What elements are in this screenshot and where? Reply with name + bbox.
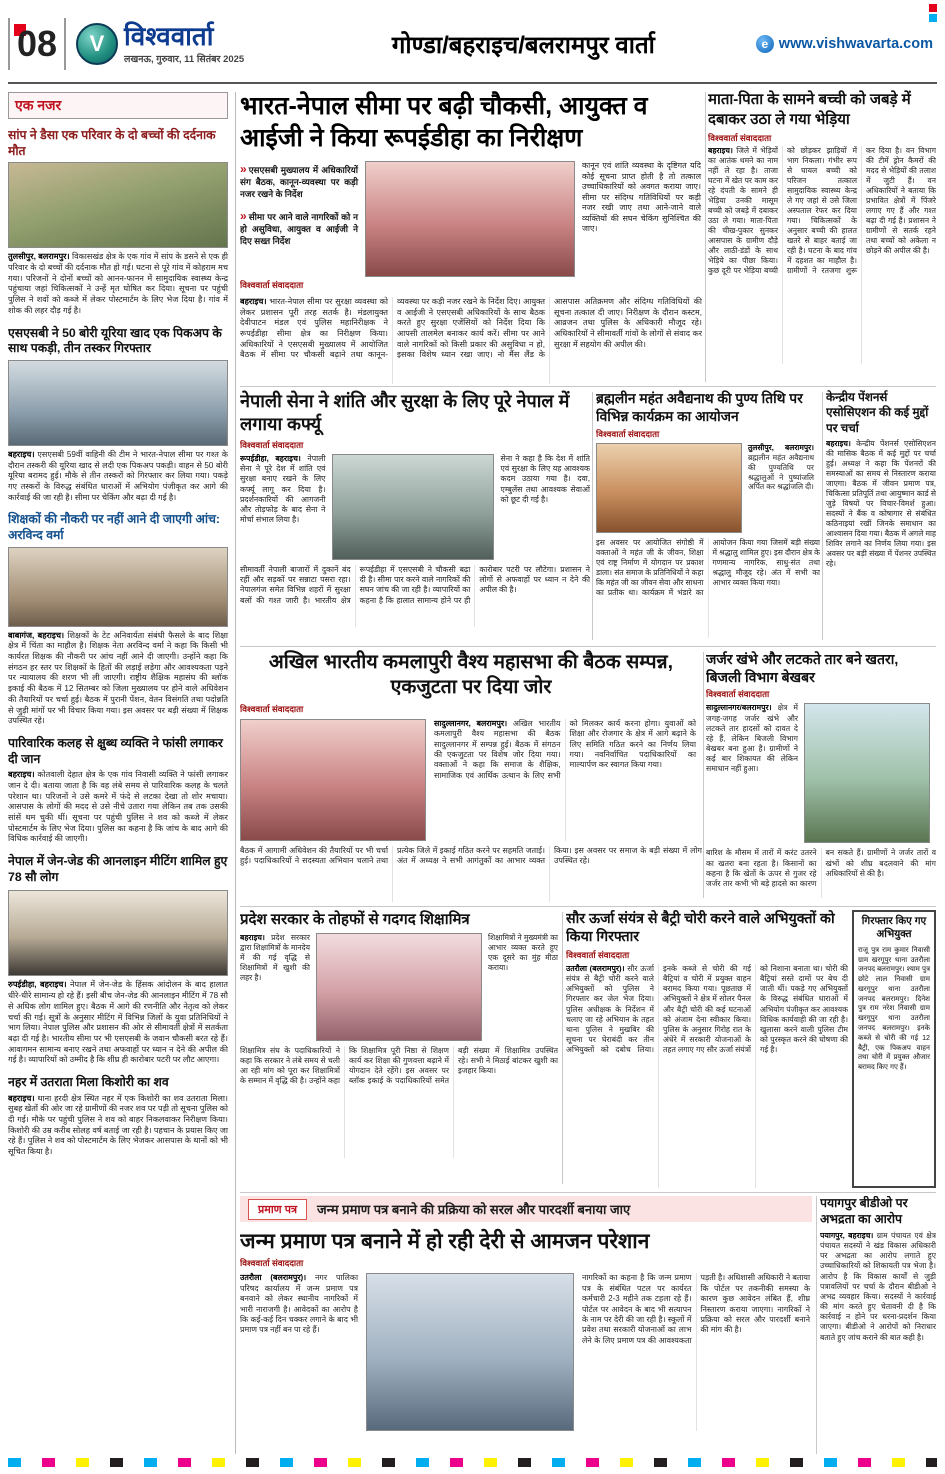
body-text: ब्रह्मलीन महंत अवैद्यनाथ की पुण्यतिथि पर श्रद्धालुओं ने पुष्पांजलि अर्पित कर श्रद्धांजलि दी। bbox=[748, 452, 814, 492]
vaishya-article-body: बैठक में आगामी अधिवेशन की तैयारियों पर भी चर्चा हुई। पदाधिकारियों ने सदस्यता अभियान चलाने तथा प्रत्येक जिले में इकाई गठित करने पर सहमति जताई। अंत में अध्यक्ष ने सभी आगंतुकों का आभार व्यक्त किया। इस अवसर पर समाज के बड़ी संख्या में लोग उपस्थित रहे। bbox=[240, 845, 702, 866]
body-text: ग्राम पंचायत एवं क्षेत्र पंचायत सदस्यों ने खंड विकास अधिकारी पर अभद्रता का आरोप लगाते हुए उच्चाधिकारियों को शिकायती पत्र भेजा है। आरोप है कि विकास कार्यों से जुड़ी पत्रावलियों पर चर्चा के दौरान बीडीओ ने अभद्र व्यवहार किया। सदस्यों ने कार्रवाई की मांग करते हुए चेतावनी दी है कि कार्रवाई न होने पर धरना-प्रदर्शन किया जाएगा। बीडीओ ने आरोपों को निराधार बताते हुए जांच कराने की बात कही है। bbox=[820, 1230, 936, 1342]
arrested-accused-box bbox=[852, 910, 936, 1188]
dateline: बहराइच। bbox=[240, 932, 265, 942]
brief-body: थाना हरदी क्षेत्र स्थित नहर में एक किशोरी का शव उतराता मिला। सुबह खेतों की ओर जा रहे ग्रामीणों की नजर शव पर पड़ी तो सूचना पुलिस को दी गई। मौके पर पहुंची पुलिस ने शव को बाहर निकलवाकर निरीक्षण किया। किशोरी की उम्र करीब सोलह वर्ष बताई जा रही है। पहचान के प्रयास किए जा रहे हैं। पुलिस ने शव को पोस्टमार्टम के लिए भेजकर आसपास के थानों को भी सूचित किया है। bbox=[8, 1093, 228, 1156]
logo-icon: V bbox=[76, 23, 118, 65]
main-headline: भारत-नेपाल सीमा पर बढ़ी चौकसी, आयुक्त व आईजी ने किया रूपईडीहा का निरीक्षण bbox=[240, 92, 648, 152]
brief-headline: नहर में उतराता मिला किशोरी का शव bbox=[8, 1074, 169, 1089]
brief-headline: पारिवारिक कलह से क्षुब्ध व्यक्ति ने फांसी लगाकर दी जान bbox=[8, 735, 223, 766]
shiksha-headline: प्रदेश सरकार के तोहफों से गदगद शिक्षामित्र bbox=[240, 911, 470, 928]
vaishya-meeting-photo bbox=[240, 719, 426, 841]
wolf-article bbox=[708, 90, 936, 384]
mahant-side-text bbox=[748, 443, 814, 533]
byline: विश्ववार्ता संवाददाता bbox=[706, 689, 770, 700]
mahant-headline: ब्रह्मलीन महंत अवैद्यनाथ की पुण्य तिथि पर विभिन्न कार्यक्रम का आयोजन bbox=[596, 391, 803, 424]
section-rule bbox=[240, 1192, 936, 1193]
byline: विश्ववार्ता संवाददाता bbox=[708, 132, 772, 143]
brief-canal-body bbox=[8, 1075, 228, 1158]
vaishya-mahasabha-article bbox=[240, 650, 702, 902]
dateline: बहराइच। bbox=[240, 297, 267, 306]
body-text: नगर पालिका परिषद कार्यालय में जन्म प्रमाण पत्र बनवाने को लेकर स्थानीय नागरिकों में भारी नाराजगी है। आवेदकों का आरोप है कि कई-कई दिन चक्कर लगाने के बाद भी प्रमाण पत्र नहीं बन पा रहे हैं। bbox=[240, 1273, 358, 1335]
arrest-box-body: राजू पुत्र राम कुमार निवासी ग्राम खरगूपुर थाना उतरौला जनपद बलरामपुर। श्याम पुत्र छोटे लाल निवासी ग्राम खरगूपुर थाना उतरौला जनपद बलरामपुर। दिनेश पुत्र राम नरेश निवासी ग्राम खरगूपुर थाना उतरौला जनपद बलरामपुर। इनके कब्जे से चोरी की गई 12 बैट्री, एक पिकअप वाहन तथा चोरी में प्रयुक्त औजार बरामद किए गए हैं। bbox=[858, 945, 930, 1072]
edition-dateline: लखनऊ, गुरुवार, 11 सितंबर 2025 bbox=[124, 54, 245, 66]
main-article-body bbox=[240, 297, 702, 384]
solar-theft-article bbox=[566, 910, 848, 1188]
main-article bbox=[240, 90, 702, 384]
mahant-article bbox=[596, 390, 820, 642]
mahant-article-body: इस अवसर पर आयोजित संगोष्ठी में वक्ताओं ने महंत जी के जीवन, शिक्षा एवं राष्ट्र निर्माण में योगदान पर प्रकाश डाला। संत समाज के प्रतिनिधियों ने कहा कि महंत जी का जीवन सेवा और साधना का प्रतीक था। कार्यक्रम में भंडारे का आयोजन किया गया जिसमें बड़ी संख्या में श्रद्धालु शामिल हुए। इस दौरान क्षेत्र के गणमान्य नागरिक, साधु-संत तथा श्रद्धालु मौजूद रहे। अंत में सभी का आभार व्यक्त किया गया। bbox=[596, 537, 820, 597]
birth-article-body: नागरिकों का कहना है कि जन्म प्रमाण पत्र के संबंधित पटल पर कार्यरत कर्मचारी 2-3 महीने तक टहला रहे हैं। पोर्टल पर आवेदन के बाद भी सत्यापन के नाम पर देरी की जा रही है। स्कूलों में प्रवेश तथा सरकारी योजनाओं का लाभ लेने के लिए प्रमाण पत्र की आवश्यकता पड़ती है। अधिशासी अधिकारी ने बताया कि पोर्टल पर तकनीकी समस्या के कारण कुछ आवेदन लंबित हैं, शीघ्र निस्तारण कराया जाएगा। नागरिकों ने प्रक्रिया को सरल और पारदर्शी बनाने की मांग की है। bbox=[582, 1273, 810, 1345]
one-look-column bbox=[8, 92, 236, 1454]
solar-headline: सौर ऊर्जा संयंत्र से बैट्री चोरी करने वाले अभियुक्तों को किया गिरफ्तार bbox=[566, 911, 835, 946]
brief-headline: नेपाल में जेन-जेड की आनलाइन मीटिंग शामिल हुए 78 सौ लोग bbox=[8, 854, 228, 884]
pension-headline: केन्द्रीय पेंशनर्स एसोसिएशन की कई मुद्दों पर चर्चा bbox=[826, 390, 929, 435]
body-text: प्रदेश सरकार द्वारा शिक्षामित्रों के मानदेय में की गई वृद्धि से शिक्षामित्रों में खुशी की लहर है। bbox=[240, 932, 310, 982]
arrest-box-title: गिरफ्तार किए गए अभियुक्त bbox=[861, 916, 927, 940]
dateline: तुलसीपुर, बलरामपुर। bbox=[748, 442, 814, 452]
brief-snake-death bbox=[8, 128, 228, 317]
dateline: सादुल्लानगर/बलरामपुर। bbox=[706, 703, 772, 713]
byline: विश्ववार्ता संवाददाता bbox=[240, 280, 304, 290]
payagpur-article-body bbox=[820, 1231, 936, 1441]
section-rule bbox=[240, 906, 936, 907]
body-text: सौर ऊर्जा संयंत्र से बैट्री चोरी करने वाले अभियुक्तों को पुलिस ने गिरफ्तार कर जेल भेज दिया। पुलिस अधीक्षक के निर्देशन में चलाए जा रहे अभियान के तहत थाना पुलिस ने मुखबिर की सूचना पर घेराबंदी कर तीन अभियुक्तों को दबोच लिया। इनके कब्जे से चोरी की गई बैट्रियां व चोरी में प्रयुक्त वाहन बरामद किया गया। पूछताछ में अभियुक्तों ने क्षेत्र में सोलर पैनल और बैट्री चोरी की कई घटनाओं को अंजाम देना स्वीकार किया। पुलिस के अनुसार गिरोह रात के अंधेरे में सरकारी योजनाओं के तहत लगाए गए सौर ऊर्जा संयंत्रों को निशाना बनाता था। चोरी की बैट्रियां सस्ते दामों पर बेच दी जाती थीं। पकड़े गए अभियुक्तों के विरुद्ध संबंधित धाराओं में अभियोग पंजीकृत कर आवश्यक विधिक कार्यवाही की जा रही है। खुलासा करने वाली पुलिस टीम को पुरस्कृत करने की घोषणा की गई है। bbox=[566, 963, 848, 1055]
bullet-icon: » bbox=[240, 162, 247, 176]
certificate-badge: प्रमाण पत्र bbox=[248, 1199, 307, 1220]
nepal-column-b: सेना ने कहा है कि देश में शांति एवं सुरक्षा के लिए यह आवश्यक कदम उठाया गया है। दवा, एम्बुलेंस तथा आवश्यक सेवाओं को छूट दी गई है। bbox=[500, 453, 590, 504]
nepal-street-photo bbox=[332, 454, 493, 560]
wolf-headline: माता-पिता के सामने बच्ची को जबड़े में दबाकर उठा ले गया भेड़िया bbox=[708, 91, 911, 128]
website bbox=[756, 35, 933, 53]
electric-pole-photo bbox=[804, 703, 930, 843]
print-registration-bar bbox=[8, 1458, 937, 1467]
brief-headline: सांप ने डैसा एक परिवार के दो बच्चों की दर्दनाक मौत bbox=[8, 128, 216, 158]
birth-lead bbox=[240, 1273, 358, 1431]
byline: विश्ववार्ता संवाददाता bbox=[566, 949, 630, 960]
electricity-article bbox=[706, 650, 936, 902]
dateline: बहराइच। bbox=[826, 438, 851, 448]
pensioners-article bbox=[826, 390, 936, 642]
dateline: रुपईडीहा, बहराइच। bbox=[8, 980, 67, 990]
pension-article-body bbox=[826, 439, 936, 639]
brief-headline: शिक्षकों की नौकरी पर नहीं आने दी जाएगी आंच: अरविन्द वर्मा bbox=[8, 512, 220, 543]
body-text: क्षेत्र में जगह-जगह जर्जर खंभे और लटकते तार हादसों को दावत दे रहे हैं, लेकिन बिजली विभाग बेखबर बना हुआ है। ग्रामीणों ने कई बार शिकायत की लेकिन समाधान नहीं हुआ। bbox=[706, 703, 798, 774]
section-rule bbox=[240, 646, 936, 647]
page-section-title: गोण्डा/बहराइच/बलरामपुर वार्ता bbox=[391, 31, 655, 59]
electric-headline: जर्जर खंभे और लटकते तार बने खतरा, बिजली विभाग बेखबर bbox=[706, 651, 899, 686]
wolf-article-body bbox=[708, 146, 936, 364]
birth-headline: जन्म प्रमाण पत्र बनाने में हो रही देरी से आमजन परेशान bbox=[240, 1230, 650, 1253]
electric-lead bbox=[706, 703, 798, 843]
masthead-title: विश्ववार्ता bbox=[124, 20, 214, 51]
column-rule bbox=[562, 912, 563, 1184]
payagpur-headline: पयागपुर बीडीओ पर अभद्रता का आरोप bbox=[820, 1196, 908, 1226]
dateline: सादुल्लानगर, बलरामपुर। bbox=[434, 718, 508, 728]
electric-article-body: बारिश के मौसम में तारों में करंट उतरने का खतरा बना रहता है। किसानों का कहना है कि खेतों के ऊपर से गुजर रहे जर्जर तार कभी भी बड़े हादसे का कारण बन सकते हैं। ग्रामीणों ने जर्जर तारों व खंभों को शीघ्र बदलवाने की मांग अधिकारियों से की है। bbox=[706, 848, 936, 888]
masthead-logo bbox=[76, 20, 291, 66]
page-number: 08 bbox=[8, 18, 66, 70]
nepal-headline: नेपाली सेना ने शांति और सुरक्षा के लिए पूरे नेपाल में लगाया कर्फ्यू bbox=[240, 391, 570, 435]
body-text: केन्द्रीय पेंशनर्स एसोसिएशन की मासिक बैठक में कई मुद्दों पर चर्चा हुई। अध्यक्ष ने कहा कि पेंशनरों की समस्याओं का समय से निस्तारण कराया जाएगा। बैठक में जीवन प्रमाण पत्र, चिकित्सा प्रतिपूर्ति तथा आयुष्मान कार्ड से जुड़े विषयों पर विचार-विमर्श हुआ। सदस्यों ने बैंक व कोषागार से संबंधित कठिनाइयां रखीं जिनके समाधान का आश्वासन दिया गया। बैठक में अगले माह शिविर लगाने का निर्णय लिया गया। इस अवसर पर बड़ी संख्या में पेंशनर उपस्थित रहे। bbox=[826, 438, 936, 569]
certificate-strip-text: जन्म प्रमाण पत्र बनाने की प्रक्रिया को सरल और पारदर्शी बनाया जाए bbox=[317, 1202, 631, 1217]
vaishya-headline: अखिल भारतीय कमलापुरी वैश्य महासभा की बैठक सम्पन्न, एकजुटता पर दिया जोर bbox=[268, 651, 674, 699]
brief-body: एसएसबी 59वीं वाहिनी की टीम ने भारत-नेपाल सीमा पर गश्त के दौरान तस्करी की यूरिया खाद से लदी एक पिकअप पकड़ी। वाहन से 50 बोरी यूरिया बरामद हुई। मौके से तीन तस्करों को गिरफ्तार कर लिया गया। पकड़े गए तस्करों के विरुद्ध संबंधित धाराओं में अभियोग पंजीकृत कर आगे की कार्रवाई की जा रही है। सीमा पर चेकिंग और बढ़ा दी गई है। bbox=[8, 449, 228, 502]
subhead-text: एसएसबी मुख्यालय में अधिकारियों संग बैठक, कानून-व्यवस्था पर कड़ी नजर रखने के निर्देश bbox=[240, 165, 358, 200]
column-rule bbox=[703, 652, 704, 898]
shikshamitra-article bbox=[240, 910, 558, 1188]
mahant-gathering-photo bbox=[596, 443, 742, 533]
vaishya-side-text bbox=[434, 719, 696, 841]
column-rule bbox=[592, 392, 593, 640]
brief-body: विकासखंड क्षेत्र के एक गांव में सांप के डसने से एक ही परिवार के दो बच्चों की दर्दनाक मौत हो गई। घटना से पूरे गांव में कोहराम मच गया। परिजनों ने दोनों बच्चों को आनन-फानन में सामुदायिक स्वास्थ्य केन्द्र पहुंचाया जहां चिकित्सकों ने उन्हें मृत घोषित कर दिया। सूचना पर पहुंची पुलिस ने शवों को कब्जे में लेकर पोस्टमार्टम के लिए भेज दिया है। गांव में शोक की लहर दौड़ गई है। bbox=[8, 252, 229, 315]
bullet-icon: » bbox=[240, 208, 247, 223]
dateline: रूपईडीहा, बहराइच। bbox=[240, 453, 301, 463]
nepal-column-a bbox=[240, 454, 325, 560]
main-article-photo bbox=[365, 161, 575, 277]
shiksha-award-photo bbox=[316, 933, 482, 1041]
brief-genz-meeting bbox=[8, 854, 228, 1066]
shiksha-article-body: शिक्षामित्र संघ के पदाधिकारियों ने कहा कि सरकार ने लंबे समय से चली आ रही मांग को पूरा कर शिक्षामित्रों के सम्मान में वृद्धि की है। उन्होंने कहा कि शिक्षामित्र पूरी निष्ठा से शिक्षण कार्य कर शिक्षा की गुणवत्ता बढ़ाने में योगदान देते रहेंगे। इस अवसर पर ब्लॉक इकाई के पदाधिकारियों समेत बड़ी संख्या में शिक्षामित्र उपस्थित रहे। सभी ने मिठाई बांटकर खुशी का इजहार किया। bbox=[240, 1045, 558, 1085]
brief-teachers-photo bbox=[8, 547, 228, 627]
dateline: बहराइच। bbox=[8, 449, 35, 459]
brief-suicide bbox=[8, 736, 228, 845]
dateline: बाबागंज, बहराइच। bbox=[8, 630, 65, 640]
page-header bbox=[8, 6, 937, 84]
section-rule bbox=[240, 386, 936, 387]
byline: विश्ववार्ता संवाददाता bbox=[240, 1258, 304, 1269]
shiksha-side: शिक्षामित्रों ने मुख्यमंत्री का आभार व्यक्त करते हुए एक दूसरे का मुंह मीठा कराया। bbox=[488, 932, 558, 972]
dateline: उतरौला (बलरामपुर)। bbox=[240, 1273, 307, 1283]
column-rule bbox=[822, 392, 823, 640]
globe-icon: e bbox=[756, 35, 774, 53]
brief-portrait-photo bbox=[8, 890, 228, 976]
dateline: बहराइच। bbox=[708, 145, 733, 155]
brief-headline: एसएसबी ने 50 बोरी यूरिया खाद एक पिकअप के साथ पकड़ी, तीन तस्कर गिरफ्तार bbox=[8, 325, 222, 356]
dateline: तुलसीपुर, बलरामपुर। bbox=[8, 252, 70, 262]
body-text: नेपाली सेना ने पूरे देश में शांति एवं सुरक्षा बनाए रखने के लिए कर्फ्यू लागू कर दिया है। प्रदर्शनकारियों की आगजनी और तोड़फोड़ के बाद सेना ने मोर्चा संभाल लिया है। bbox=[240, 453, 326, 525]
dateline: उतरौला (बलरामपुर)। bbox=[566, 963, 625, 973]
brief-snake-photo bbox=[8, 162, 228, 248]
byline: विश्ववार्ता संवाददाता bbox=[240, 439, 304, 450]
body-text: अखिल भारतीय कमलापुरी वैश्य महासभा की बैठक सादुल्लानगर में सम्पन्न हुई। बैठक में संगठन की एकजुटता पर विशेष जोर दिया गया। वक्ताओं ने कहा कि समाज के शैक्षिक, सामाजिक एवं आर्थिक उत्थान के लिए सभी को मिलकर कार्य करना होगा। युवाओं को शिक्षा और रोजगार के क्षेत्र में आगे बढ़ाने के लिए समिति गठित करने का निर्णय लिया गया। नवनिर्वाचित पदाधिकारियों का माल्यार्पण कर स्वागत किया गया। bbox=[434, 718, 696, 780]
byline: विश्ववार्ता संवाददाता bbox=[596, 428, 660, 439]
dateline: बहराइच। bbox=[8, 1093, 35, 1103]
birth-certificate-article bbox=[240, 1228, 812, 1456]
column-rule bbox=[816, 1196, 817, 1454]
brief-body: शिक्षकों के टेट अनिवार्यता संबंधी फैसले के बाद शिक्षा क्षेत्र में चिंता का माहौल है। शिक्षक नेता अरविन्द वर्मा ने कहा कि किसी भी कार्यरत शिक्षक की नौकरी पर आंच नहीं आने दी जाएगी। उन्होंने कहा कि संगठन हर स्तर पर शिक्षकों के हितों की लड़ाई लड़ेगा और आवश्यकता पड़ने पर न्यायालय की शरण भी ली जाएगी। राष्ट्रीय शैक्षिक महासंघ की ब्लॉक इकाई की बैठक में 12 सितम्बर को जिला मुख्यालय पर होने वाले अधिवेशन की तैयारियों पर चर्चा हुई। बैठक में पुरानी पेंशन, वेतन विसंगति तथा पदोन्नति से जुड़ी मांगों पर भी विचार किया गया। इस अवसर पर बड़ी संख्या में शिक्षक उपस्थित रहे। bbox=[8, 630, 228, 726]
payagpur-bdo-article bbox=[820, 1196, 936, 1456]
nepal-article-body: सीमावर्ती नेपाली बाजारों में दुकानें बंद रहीं और सड़कों पर सन्नाटा पसरा रहा। नेपालगंज समेत विभिन्न शहरों में सुरक्षा बलों की गश्त जारी है। भारतीय क्षेत्र रूपईडीहा में एसएसबी ने चौकसी बढ़ा दी है। सीमा पार करने वाले नागरिकों की सघन जांच की जा रही है। व्यापारियों का कहना है कि हालात सामान्य होने पर ही कारोबार पटरी पर लौटेगा। प्रशासन ने लोगों से अफवाहों पर ध्यान न देने की अपील की है। bbox=[240, 564, 590, 605]
body-text: जिले में भेड़ियों का आतंक थमने का नाम नहीं ले रहा है। ताजा घटना में खेत पर काम कर रहे दंपती के सामने ही भेड़िया उनकी मासूम बच्ची को जबड़े में दबाकर उठा ले गया। माता-पिता की चीख-पुकार सुनकर आसपास के ग्रामीण दौड़े और लाठी-डंडों के साथ भेड़िये का पीछा किया। कुछ दूरी पर भेड़िया बच्ची को छोड़कर झाड़ियों में भाग निकला। गंभीर रूप से घायल बच्ची को परिजन तत्काल सामुदायिक स्वास्थ्य केन्द्र ले गए जहां से उसे जिला अस्पताल रेफर कर दिया गया। चिकित्सकों के अनुसार बच्ची की हालत खतरे से बाहर बताई जा रही है। घटना के बाद गांव में दहशत का माहौल है। ग्रामीणों ने रतजगा शुरू कर दिया है। वन विभाग की टीमें ड्रोन कैमरों की मदद से भेड़ियों की तलाश में जुटी हैं। वन अधिकारियों ने बताया कि प्रभावित क्षेत्रों में पिंजरे लगाए गए हैं और गश्त बढ़ा दी गई है। प्रशासन ने ग्रामीणों से सतर्क रहने तथा बच्चों को अकेला न छोड़ने की अपील की है। bbox=[708, 145, 936, 275]
subhead-text: सीमा पर आने वाले नागरिकों को न हो असुविधा, आयुक्त व आईजी ने दिए सख्त निर्देश bbox=[240, 211, 358, 246]
certificate-strip bbox=[240, 1196, 812, 1222]
brief-body: नेपाल में जेन-जेड के हिंसक आंदोलन के बाद हालात धीरे-धीरे सामान्य हो रहे हैं। इसी बीच जेन-जेड की आनलाइन मीटिंग में 78 सौ से अधिक लोग शामिल हुए। बैठक में आगे की रणनीति और नेतृत्व को लेकर चर्चा की गई। सूत्रों के अनुसार मीटिंग में विभिन्न जिलों के युवा प्रतिनिधियों ने भाग लिया। नेपाल पुलिस और प्रशासन की ओर से सीमावर्ती क्षेत्रों में सतर्कता बढ़ा दी गई है। भारतीय सीमा पर भी एसएसबी के जवान चौकसी बरत रहे हैं। आवागमन सामान्य बनाए रखने तथा अफवाहों पर ध्यान न देने की अपील की गई है। व्यापारियों को उम्मीद है कि शीघ्र ही कारोबार पटरी पर लौट आएगा। bbox=[8, 980, 228, 1065]
shiksha-lead bbox=[240, 933, 310, 1041]
main-subheads bbox=[240, 161, 358, 277]
body-text: भारत-नेपाल सीमा पर सुरक्षा व्यवस्था को लेकर प्रशासन पूरी तरह सतर्क है। मंडलायुक्त देवीपाटन मंडल एवं पुलिस महानिरीक्षक ने रूपईडीहा सीमा क्षेत्र का निरीक्षण किया। अधिकारियों ने एसएसबी मुख्यालय में आयोजित बैठक में सीमा पर चौकसी बढ़ाने तथा कानून-व्यवस्था पर कड़ी नजर रखने के निर्देश दिए। आयुक्त व आईजी ने एसएसबी अधिकारियों के साथ बैठक करते हुए सुरक्षा एजेंसियों को निर्देश दिया कि आपसी तालमेल बनाकर कार्य करें। सीमा पर आने वाले नागरिकों को किसी प्रकार की असुविधा न हो, इसका विशेष ध्यान रखा जाए। नो मैंस लैंड के आसपास अतिक्रमण और संदिग्ध गतिविधियों की सूचना तत्काल दी जाए। निरीक्षण के दौरान कस्टम, आव्रजन तथा पुलिस के अधिकारी मौजूद रहे। अधिकारियों ने सीमावर्ती गांवों के लोगों से संवाद कर सुरक्षा में सहयोग की अपील की। bbox=[240, 297, 702, 360]
main-lead: कानून एवं शांति व्यवस्था के दृष्टिगत यदि कोई सूचना प्राप्त होती है तो तत्काल उच्चाधिकारियों को अवगत कराया जाए। सीमा पर संदिग्ध गतिविधियों पर कड़ी नजर रखी जाए तथा आने-जाने वाले व्यक्तियों की सघन चेकिंग सुनिश्चित की जाए। bbox=[582, 161, 701, 234]
brief-teachers bbox=[8, 512, 228, 727]
nepal-curfew-article bbox=[240, 390, 590, 642]
brief-body: कोतवाली देहात क्षेत्र के एक गांव निवासी व्यक्ति ने फांसी लगाकर जान दे दी। बताया जाता है कि वह लंबे समय से पारिवारिक कलह के चलते परेशान था। परिजनों ने उसे कमरे में फंदे से लटका देखा तो शोर मचाया। आसपास के लोगों की मदद से उसे नीचे उतारा गया लेकिन तब तक उसकी सांसें थम चुकी थीं। सूचना पर पहुंची पुलिस ने शव को कब्जे में लेकर पोस्टमार्टम के लिए भेज दिया। पुलिस का कहना है कि जांच के बाद आगे की विधिक कार्रवाई की जाएगी। bbox=[8, 770, 228, 844]
column-rule bbox=[705, 92, 706, 382]
dateline: पयागपुर, बहराइच। bbox=[820, 1230, 874, 1240]
brief-pickup-photo bbox=[8, 360, 228, 446]
birth-office-photo bbox=[366, 1273, 574, 1431]
dateline: बहराइच। bbox=[8, 770, 35, 780]
byline: विश्ववार्ता संवाददाता bbox=[240, 703, 304, 714]
solar-article-body bbox=[566, 964, 848, 1188]
brief-ssb-urea bbox=[8, 326, 228, 504]
website-url[interactable]: www.vishwavarta.com bbox=[778, 36, 933, 52]
one-look-title: एक नजर bbox=[8, 92, 228, 119]
